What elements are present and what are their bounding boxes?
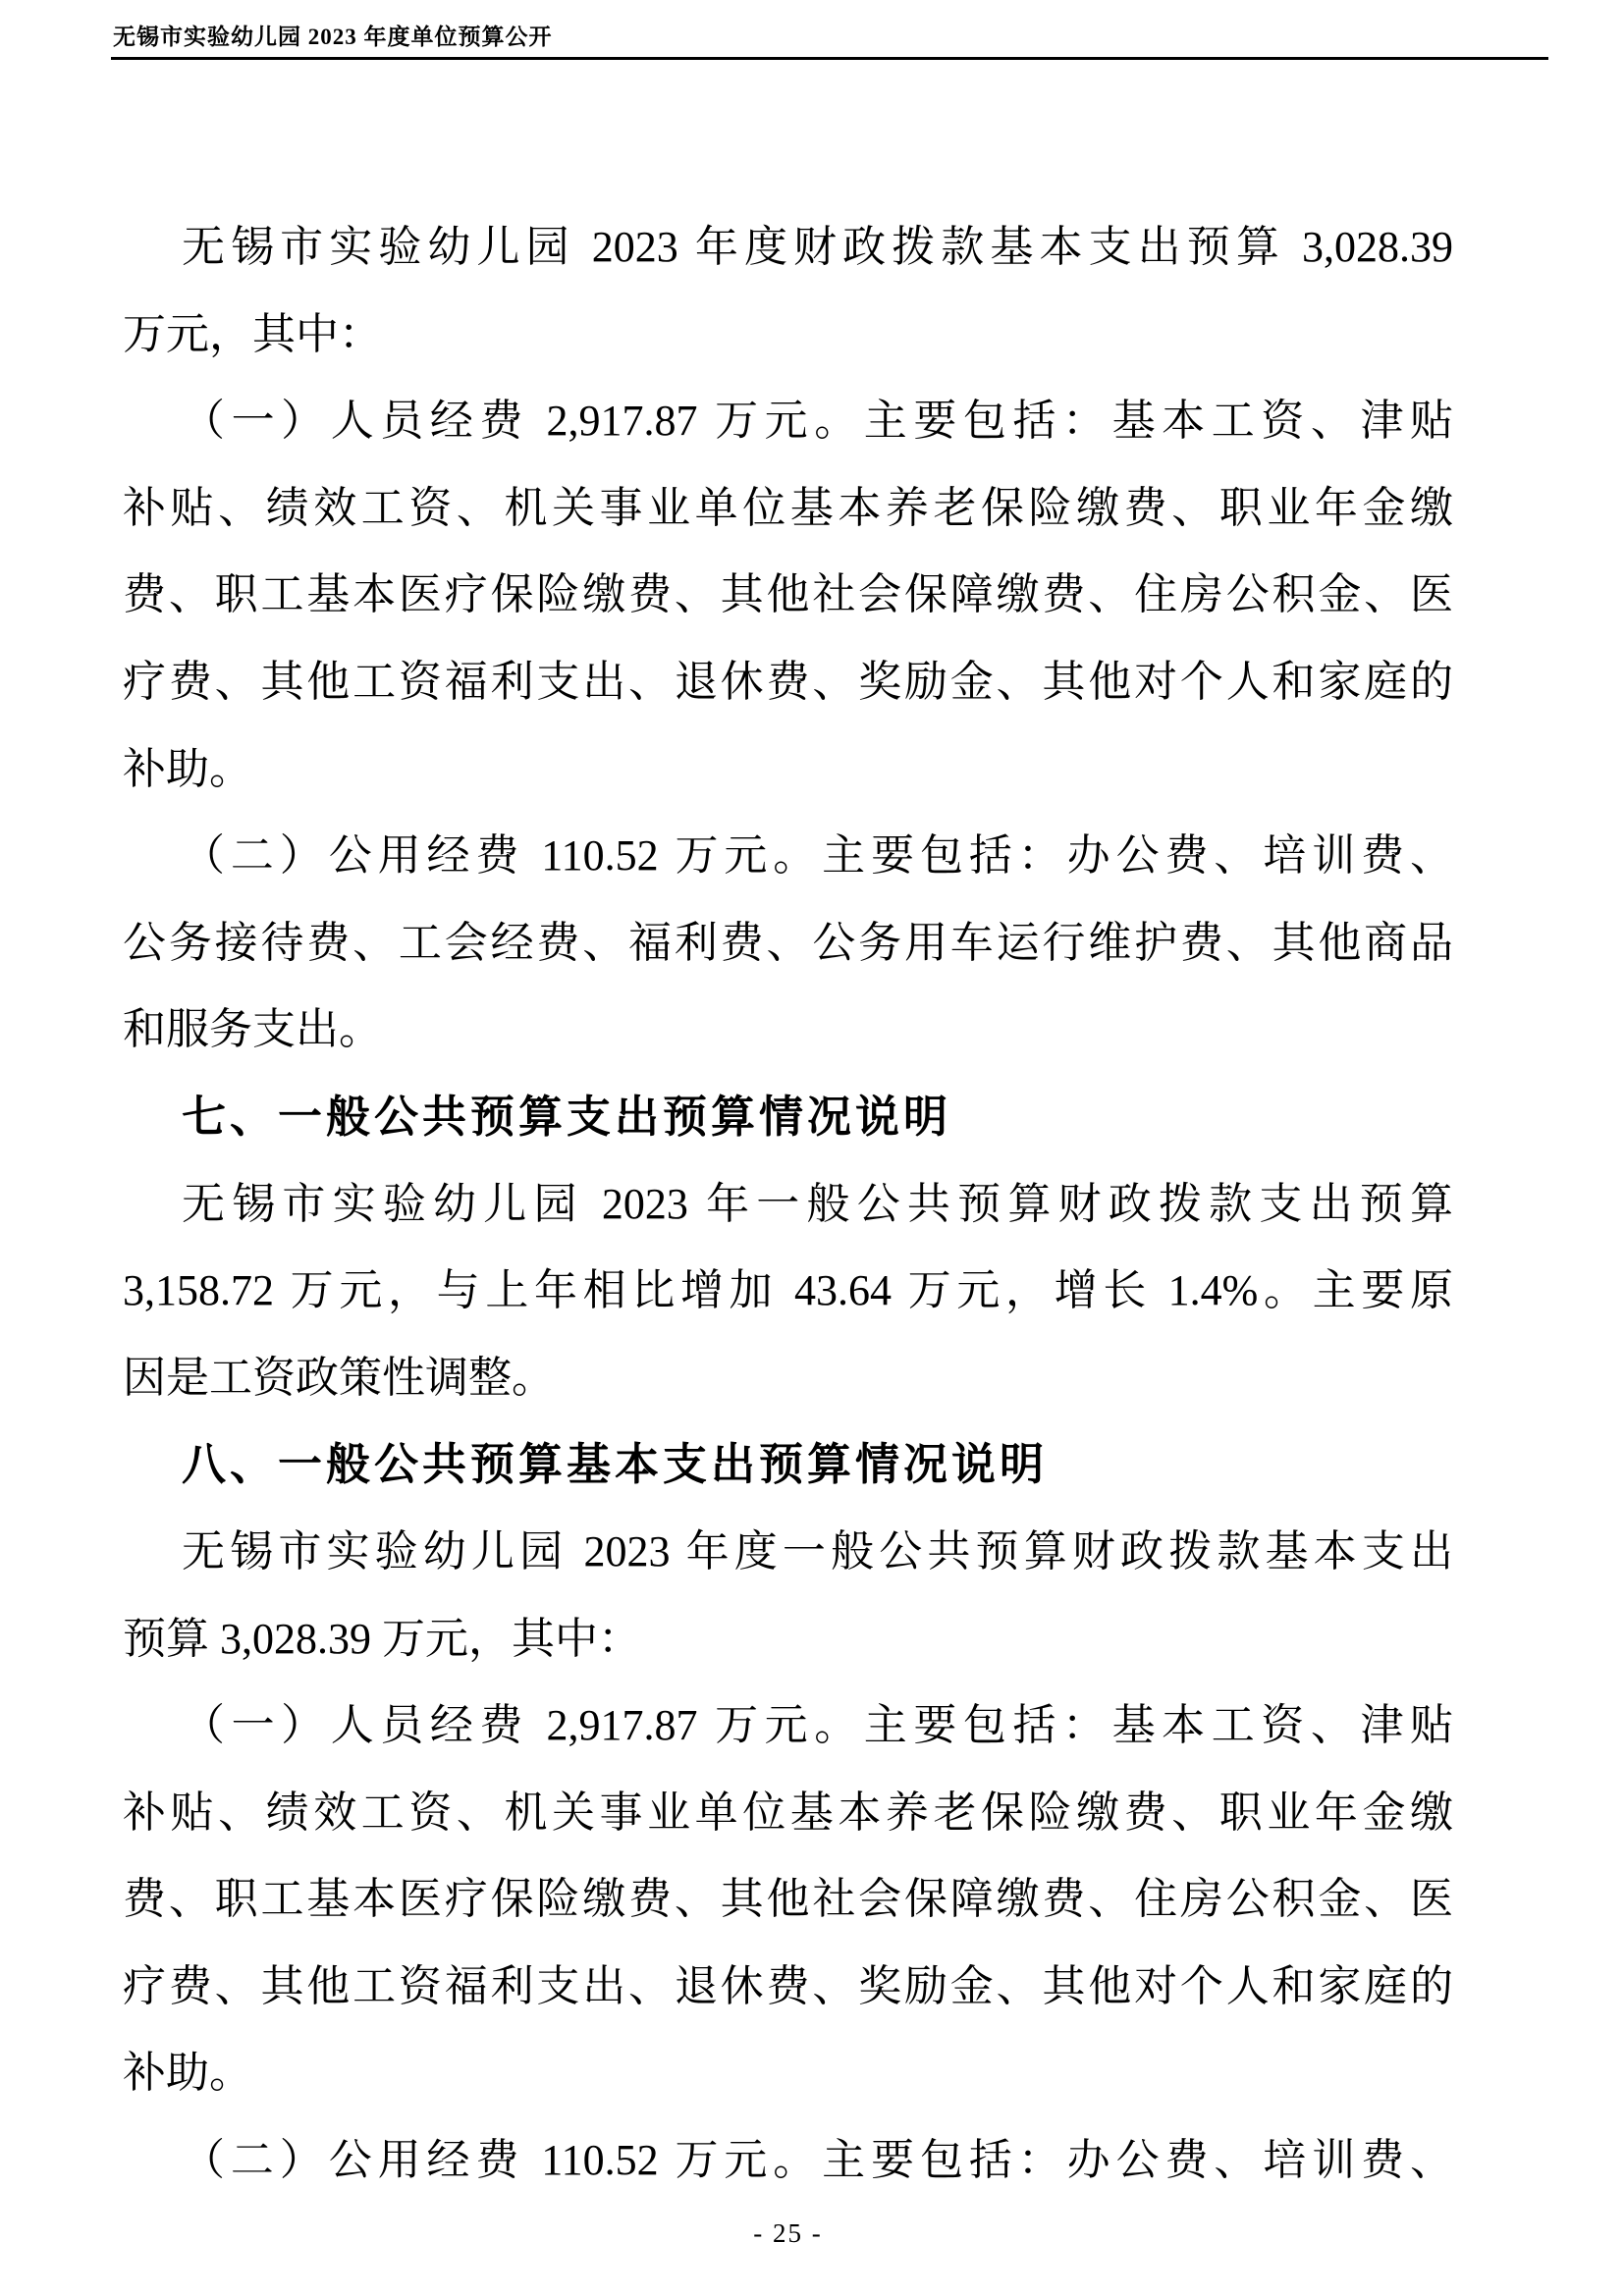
text-line: 疗费、其他工资福利支出、退休费、奖励金、其他对个人和家庭的 xyxy=(123,1961,1453,2010)
text-line: 万元，其中： xyxy=(123,309,382,358)
text-line: 因是工资政策性调整。 xyxy=(123,1353,555,1402)
text-line: 无锡市实验幼儿园 2023 年度一般公共预算财政拨款基本支出 xyxy=(182,1526,1453,1575)
text-line: 疗费、其他工资福利支出、退休费、奖励金、其他对个人和家庭的 xyxy=(123,657,1453,706)
text-line: 公务接待费、工会经费、福利费、公务用车运行维护费、其他商品 xyxy=(123,918,1453,967)
text-line: 补贴、绩效工资、机关事业单位基本养老保险缴费、职业年金缴 xyxy=(123,483,1453,532)
text-line: 补助。 xyxy=(123,2049,252,2098)
page-number: - 25 - xyxy=(753,2218,823,2248)
document-body xyxy=(123,204,1453,2205)
text-line: 费、职工基本医疗保险缴费、其他社会保障缴费、住房公积金、医 xyxy=(123,1875,1453,1924)
text-line: 无锡市实验幼儿园 2023 年一般公共预算财政拨款支出预算 xyxy=(182,1179,1453,1228)
header-divider-rule xyxy=(111,57,1548,60)
text-line: 3,158.72 万元，与上年相比增加 43.64 万元，增长 1.4%。主要原 xyxy=(123,1266,1453,1315)
text-line: （一）人员经费 2,917.87 万元。主要包括：基本工资、津贴 xyxy=(182,1701,1453,1750)
text-line: 补贴、绩效工资、机关事业单位基本养老保险缴费、职业年金缴 xyxy=(123,1788,1453,1837)
text-line: （二）公用经费 110.52 万元。主要包括：办公费、培训费、 xyxy=(182,831,1453,881)
text-line: 预算 3,028.39 万元，其中： xyxy=(123,1614,641,1663)
text-line: 和服务支出。 xyxy=(123,1005,382,1054)
section-heading: 八、一般公共预算基本支出预算情况说明 xyxy=(182,1439,1049,1490)
text-line: （二）公用经费 110.52 万元。主要包括：办公费、培训费、 xyxy=(182,2136,1453,2185)
text-line: （一）人员经费 2,917.87 万元。主要包括：基本工资、津贴 xyxy=(182,397,1453,446)
text-line: 补助。 xyxy=(123,744,252,793)
page-header-title: 无锡市实验幼儿园 2023 年度单位预算公开 xyxy=(113,25,553,49)
text-line: 费、职工基本医疗保险缴费、其他社会保障缴费、住房公积金、医 xyxy=(123,570,1453,619)
text-line: 无锡市实验幼儿园 2023 年度财政拨款基本支出预算 3,028.39 xyxy=(182,223,1453,271)
section-heading: 七、一般公共预算支出预算情况说明 xyxy=(182,1091,952,1142)
